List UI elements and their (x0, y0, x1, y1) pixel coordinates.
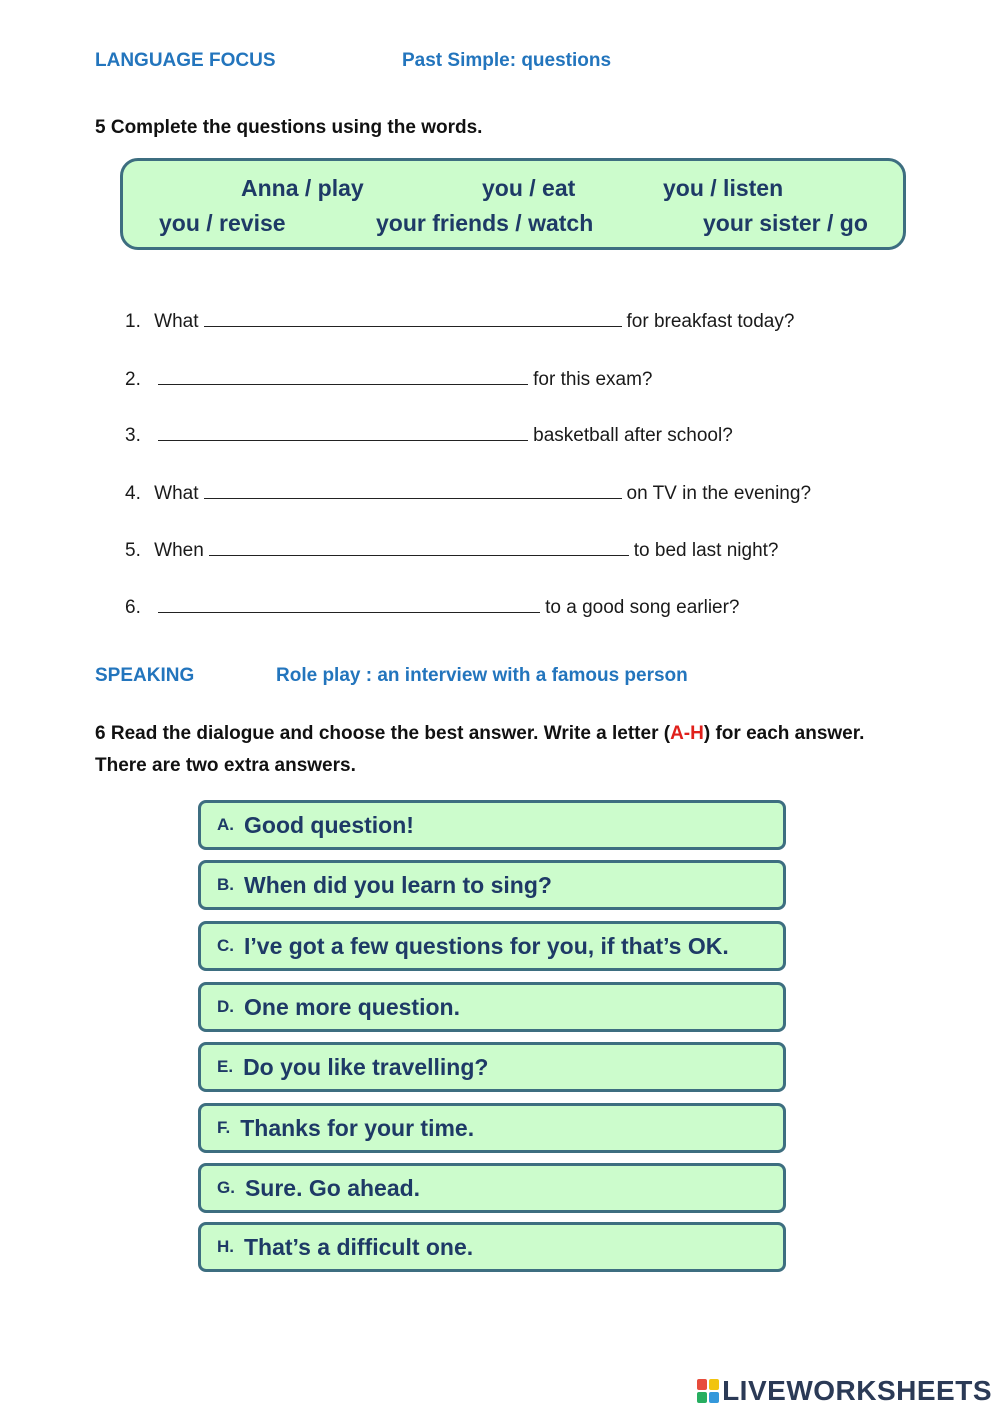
option-text: Thanks for your time. (240, 1114, 475, 1141)
question-row (125, 480, 811, 505)
answer-blank[interactable] (158, 594, 540, 613)
word-bank-item: your friends / watch (376, 210, 594, 236)
option-letter: C. (217, 936, 234, 955)
option-letter: G. (217, 1178, 235, 1197)
letter-range: A-H (670, 723, 704, 744)
answer-option-d[interactable] (198, 982, 786, 1032)
answer-option-g[interactable] (198, 1163, 786, 1213)
question-row (125, 366, 652, 391)
question-prefix: What (154, 311, 199, 332)
option-letter: F. (217, 1118, 231, 1137)
answer-option-b[interactable] (198, 860, 786, 910)
logo-tile (709, 1379, 719, 1390)
option-text: I’ve got a few questions for you, if that’s OK. (244, 932, 729, 959)
answer-option-e[interactable] (198, 1042, 786, 1092)
answer-option-a[interactable] (198, 800, 786, 850)
answer-option-f[interactable] (198, 1103, 786, 1153)
question-suffix: on TV in the evening? (626, 483, 812, 504)
option-text: Do you like travelling? (243, 1053, 489, 1080)
word-bank-item: your sister / go (703, 210, 868, 236)
option-text: That’s a difficult one. (244, 1233, 474, 1260)
instruction-part-2: ) for each answer. There are two extra answers. (95, 723, 865, 776)
brand-name: LIVEWORKSHEETS (722, 1375, 992, 1406)
answer-blank[interactable] (209, 537, 629, 556)
logo-tile (697, 1392, 707, 1403)
word-bank-box (120, 158, 906, 250)
logo-tile (697, 1379, 707, 1390)
question-suffix: for this exam? (533, 369, 653, 390)
exercise-5-instruction: 5 Complete the questions using the words. (95, 117, 483, 138)
word-bank-item: Anna / play (241, 175, 364, 201)
option-letter: A. (217, 815, 234, 834)
word-bank-item: you / revise (159, 210, 286, 236)
exercise-6-instruction (95, 718, 885, 782)
answer-blank[interactable] (204, 480, 622, 499)
question-number: 4. (125, 483, 141, 504)
section-heading-speaking: SPEAKING (95, 665, 195, 686)
option-text: One more question. (244, 993, 460, 1020)
answer-blank[interactable] (204, 308, 622, 327)
word-bank-item: you / listen (663, 175, 784, 201)
option-text: When did you learn to sing? (244, 871, 552, 898)
liveworksheets-logo-icon (697, 1379, 719, 1403)
option-letter: H. (217, 1237, 234, 1256)
question-suffix: to a good song earlier? (545, 597, 740, 618)
word-bank-item: you / eat (482, 175, 576, 201)
option-text: Sure. Go ahead. (244, 1174, 421, 1201)
option-letter: D. (217, 997, 234, 1016)
liveworksheets-logo (697, 1375, 992, 1407)
option-letter: E. (217, 1057, 234, 1076)
question-number: 3. (125, 425, 141, 446)
option-letter: B. (217, 875, 234, 894)
question-suffix: to bed last night? (633, 540, 779, 561)
answer-option-h[interactable] (198, 1222, 786, 1272)
answer-option-c[interactable] (198, 921, 786, 971)
question-suffix: for breakfast today? (626, 311, 795, 332)
question-prefix: What (154, 483, 199, 504)
question-number: 5. (125, 540, 141, 561)
question-number: 6. (125, 597, 141, 618)
answer-blank[interactable] (158, 366, 528, 385)
question-number: 2. (125, 369, 141, 390)
option-text: Good question! (244, 811, 414, 838)
question-prefix: When (154, 540, 204, 561)
question-row (125, 422, 733, 447)
section-topic-past-simple: Past Simple: questions (402, 50, 612, 71)
question-row (125, 537, 779, 562)
question-row (125, 308, 794, 333)
question-number: 1. (125, 311, 141, 332)
logo-tile (709, 1392, 719, 1403)
question-suffix: basketball after school? (533, 425, 733, 446)
section-topic-role-play: Role play : an interview with a famous person (276, 665, 688, 686)
question-row (125, 594, 740, 619)
answer-blank[interactable] (158, 422, 528, 441)
section-heading-language-focus: LANGUAGE FOCUS (95, 50, 276, 71)
instruction-part-1: 6 Read the dialogue and choose the best answer. Write a letter ( (95, 723, 671, 744)
